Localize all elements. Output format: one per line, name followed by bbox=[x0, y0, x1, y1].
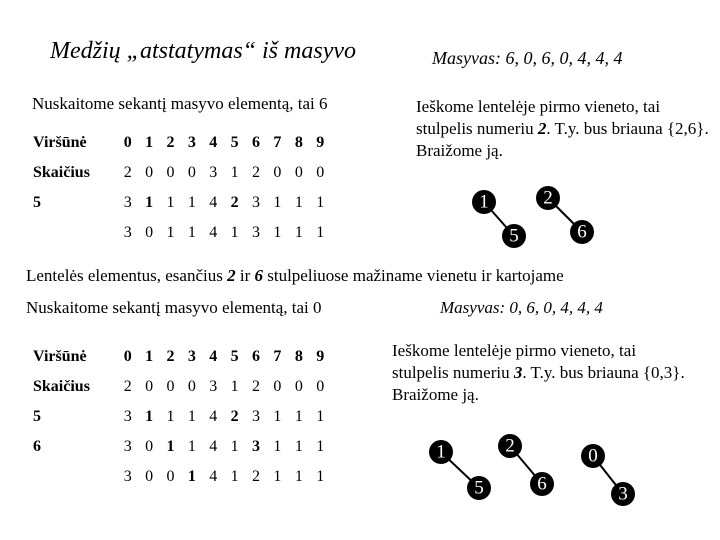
table-cell: 1 bbox=[230, 378, 239, 395]
table-cell: 0 bbox=[145, 378, 154, 395]
table-cell: 2 bbox=[252, 164, 261, 181]
tree-node-label-5: 5 bbox=[474, 477, 484, 499]
table-cell: 1 bbox=[187, 438, 196, 455]
table-cell: 1 bbox=[273, 438, 282, 455]
table-cell: 3 bbox=[209, 164, 218, 181]
table-cell: 1 bbox=[187, 224, 196, 241]
table-cell: 0 bbox=[294, 164, 303, 181]
tree-node-label-2: 2 bbox=[505, 435, 515, 457]
table-cell: 1 bbox=[187, 194, 196, 211]
table-cell: 6 bbox=[252, 134, 261, 151]
row-label: Viršūnė bbox=[33, 134, 87, 151]
table-cell: 0 bbox=[273, 378, 282, 395]
table-cell: 2 bbox=[123, 378, 132, 395]
tree-node-label-5: 5 bbox=[509, 225, 519, 247]
table-row bbox=[31, 372, 331, 402]
table-row bbox=[31, 402, 331, 432]
table-cell: 1 bbox=[166, 224, 175, 241]
table-cell: 1 bbox=[230, 224, 239, 241]
table-cell: 1 bbox=[166, 408, 175, 425]
table-cell: 6 bbox=[252, 348, 261, 365]
table-cell: 2 bbox=[166, 134, 175, 151]
table-cell: 5 bbox=[230, 134, 239, 151]
table-row bbox=[31, 462, 331, 492]
read-text-2: Nuskaitome sekantį masyvo elementą, tai 0 bbox=[26, 298, 322, 317]
table-cell: 1 bbox=[316, 468, 325, 485]
tree-diagram-2 bbox=[424, 436, 644, 516]
tree-node-label-1: 1 bbox=[436, 441, 446, 463]
table-cell: 1 bbox=[273, 224, 282, 241]
table-cell: 1 bbox=[273, 408, 282, 425]
vertex-table-1 bbox=[31, 128, 331, 248]
tree-node-label-2: 2 bbox=[543, 187, 553, 209]
table-cell: 4 bbox=[209, 468, 218, 485]
array-text-1: Masyvas: 6, 0, 6, 0, 4, 4, 4 bbox=[432, 48, 623, 68]
table-cell: 0 bbox=[145, 438, 154, 455]
table-cell: 3 bbox=[187, 134, 196, 151]
table-cell: 2 bbox=[166, 348, 175, 365]
table-cell: 0 bbox=[294, 378, 303, 395]
table-cell: 1 bbox=[166, 438, 175, 455]
table-cell: 4 bbox=[209, 438, 218, 455]
row-label: Skaičius bbox=[33, 164, 90, 181]
table-cell: 2 bbox=[252, 378, 261, 395]
table-cell: 0 bbox=[187, 164, 196, 181]
tree-node-label-6: 6 bbox=[577, 221, 587, 243]
table-cell: 0 bbox=[166, 378, 175, 395]
table-cell: 1 bbox=[316, 408, 325, 425]
table-cell: 2 bbox=[230, 194, 239, 211]
table-cell: 7 bbox=[273, 348, 282, 365]
table-cell: 9 bbox=[316, 134, 325, 151]
table-cell: 1 bbox=[273, 468, 282, 485]
table-cell: 7 bbox=[273, 134, 282, 151]
row-label: 5 bbox=[33, 408, 41, 425]
table-cell: 0 bbox=[145, 468, 154, 485]
table-cell: 1 bbox=[145, 134, 154, 151]
table-cell: 3 bbox=[123, 194, 132, 211]
table-cell: 2 bbox=[123, 164, 132, 181]
table-cell: 4 bbox=[209, 348, 218, 365]
table-cell: 1 bbox=[273, 194, 282, 211]
table-row bbox=[31, 432, 331, 462]
table-cell: 3 bbox=[252, 438, 261, 455]
table-cell: 3 bbox=[187, 348, 196, 365]
table-cell: 1 bbox=[294, 224, 303, 241]
table-row bbox=[31, 188, 331, 218]
page-title: Medžių „atstatymas“ iš masyvo bbox=[50, 38, 356, 64]
table-cell: 1 bbox=[294, 468, 303, 485]
table-cell: 1 bbox=[294, 194, 303, 211]
array-text-2: Masyvas: 0, 6, 0, 4, 4, 4 bbox=[440, 298, 603, 317]
table-cell: 2 bbox=[230, 408, 239, 425]
table-cell: 0 bbox=[123, 348, 132, 365]
table-cell: 3 bbox=[123, 438, 132, 455]
row-label: Skaičius bbox=[33, 378, 90, 395]
description-1: Ieškome lentelėje pirmo vieneto, tai stulpelis numeriu 2. T.y. bus briauna {2,6}. Braižome ją. bbox=[416, 97, 709, 160]
table-row bbox=[31, 218, 331, 248]
table-cell: 1 bbox=[316, 194, 325, 211]
table-cell: 0 bbox=[145, 224, 154, 241]
table-row bbox=[31, 128, 331, 158]
table-cell: 1 bbox=[316, 224, 325, 241]
table-cell: 1 bbox=[166, 194, 175, 211]
table-cell: 1 bbox=[145, 348, 154, 365]
table-row bbox=[31, 158, 331, 188]
tree-node-label-3: 3 bbox=[618, 483, 628, 505]
table-cell: 1 bbox=[187, 408, 196, 425]
row-label bbox=[31, 218, 117, 248]
table-cell: 3 bbox=[123, 408, 132, 425]
table-cell: 1 bbox=[230, 164, 239, 181]
table-cell: 5 bbox=[230, 348, 239, 365]
decrement-note: Lentelės elementus, esančius 2 ir 6 stulpeliuose mažiname vienetu ir kartojame bbox=[26, 266, 564, 285]
table-cell: 3 bbox=[209, 378, 218, 395]
table-cell: 3 bbox=[252, 194, 261, 211]
table-cell: 1 bbox=[230, 468, 239, 485]
table-cell: 2 bbox=[252, 468, 261, 485]
table-cell: 8 bbox=[294, 348, 303, 365]
table-cell: 0 bbox=[316, 378, 325, 395]
row-label: 5 bbox=[33, 194, 41, 211]
table-cell: 4 bbox=[209, 408, 218, 425]
table-cell: 1 bbox=[187, 468, 196, 485]
tree-diagram-1 bbox=[466, 182, 626, 262]
table-cell: 9 bbox=[316, 348, 325, 365]
table-cell: 1 bbox=[230, 438, 239, 455]
table-cell: 0 bbox=[273, 164, 282, 181]
table-cell: 3 bbox=[252, 224, 261, 241]
table-cell: 1 bbox=[294, 438, 303, 455]
table-cell: 4 bbox=[209, 224, 218, 241]
tree-node-label-1: 1 bbox=[479, 191, 489, 213]
table-cell: 3 bbox=[252, 408, 261, 425]
table-cell: 8 bbox=[294, 134, 303, 151]
table-cell: 1 bbox=[145, 194, 154, 211]
table-cell: 4 bbox=[209, 194, 218, 211]
tree-node-label-0: 0 bbox=[588, 445, 598, 467]
vertex-table-2 bbox=[31, 342, 331, 492]
tree-node-label-6: 6 bbox=[537, 473, 547, 495]
table-cell: 1 bbox=[294, 408, 303, 425]
table-cell: 0 bbox=[123, 134, 132, 151]
table-cell: 1 bbox=[145, 408, 154, 425]
table-cell: 0 bbox=[145, 164, 154, 181]
table-cell: 1 bbox=[316, 438, 325, 455]
table-cell: 3 bbox=[123, 468, 132, 485]
read-text-1: Nuskaitome sekantį masyvo elementą, tai 6 bbox=[32, 94, 328, 113]
table-cell: 0 bbox=[316, 164, 325, 181]
table-row bbox=[31, 342, 331, 372]
table-cell: 0 bbox=[166, 164, 175, 181]
description-2: Ieškome lentelėje pirmo vieneto, tai stulpelis numeriu 3. T.y. bus briauna {0,3}. Braižome ją. bbox=[392, 341, 685, 404]
table-cell: 3 bbox=[123, 224, 132, 241]
row-label: Viršūnė bbox=[33, 348, 87, 365]
table-cell: 0 bbox=[166, 468, 175, 485]
table-cell: 4 bbox=[209, 134, 218, 151]
table-cell: 0 bbox=[187, 378, 196, 395]
row-label: 6 bbox=[33, 438, 41, 455]
row-label bbox=[31, 462, 117, 492]
